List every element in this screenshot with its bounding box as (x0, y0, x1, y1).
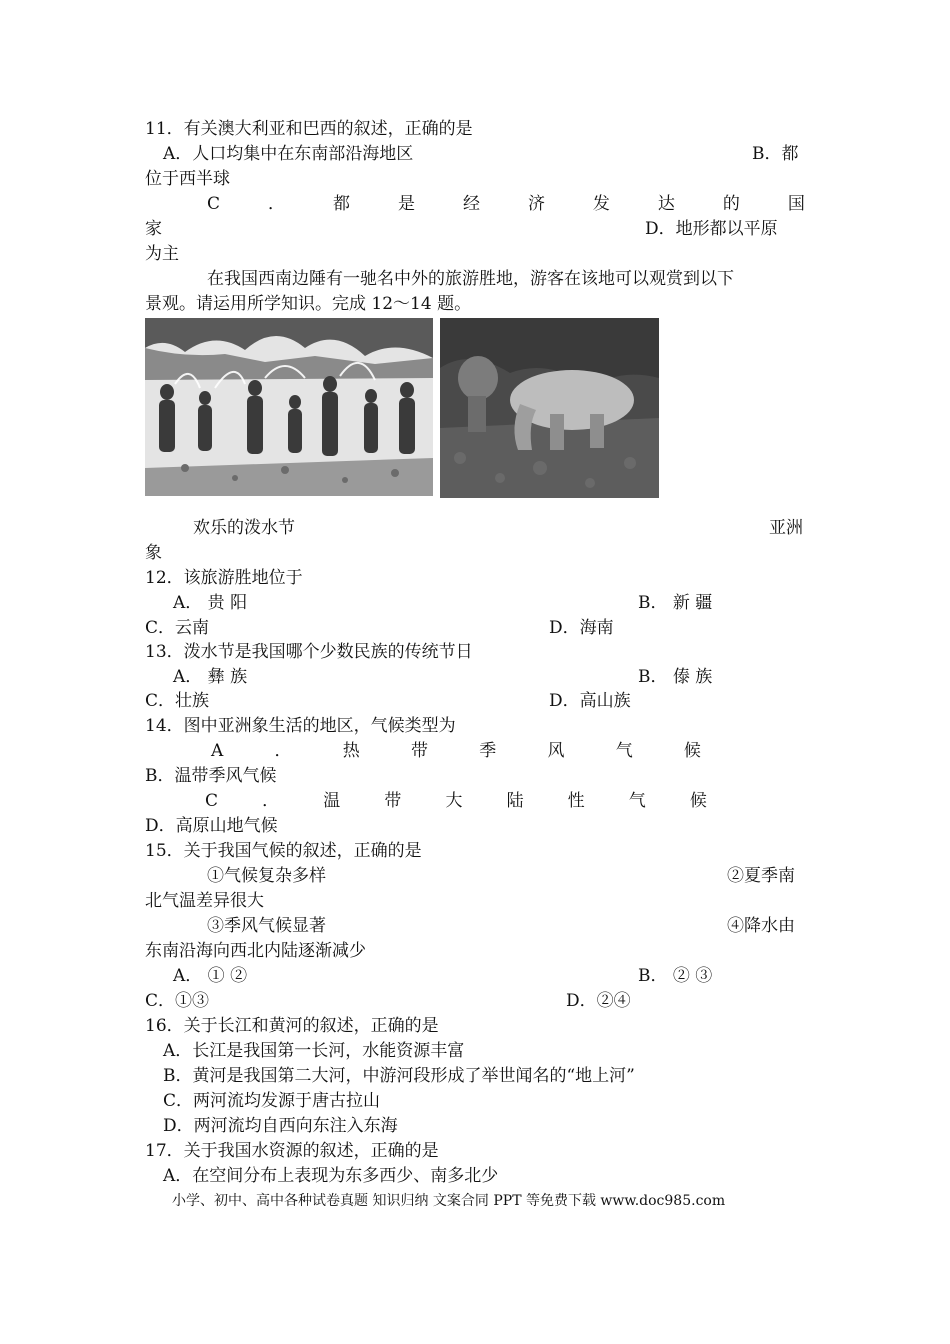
q15-option-a: A． ① ② (173, 966, 248, 986)
q11-option-c (207, 193, 805, 215)
q11-c-char: 济 (527, 194, 545, 214)
q16-stem: 16．关于长江和黄河的叙述，正确的是 (145, 1016, 439, 1036)
q14-c-char: 温 (323, 791, 341, 811)
q13-option-a: A． 彝 族 (173, 667, 248, 687)
q17-stem: 17．关于我国水资源的叙述，正确的是 (145, 1141, 439, 1161)
q14-c-char: 大 (445, 791, 463, 811)
q14-c-char: C (205, 791, 219, 811)
q15-option-b: B． ② ③ (638, 966, 713, 986)
q11-c-char: C (207, 194, 221, 214)
q11-c-char: 是 (397, 194, 415, 214)
water-festival-photo (145, 318, 433, 496)
q11-option-c-cont: 家 (145, 219, 162, 239)
q15-option-d: D．②④ (566, 991, 631, 1011)
q11-c-char: 国 (787, 194, 805, 214)
q14-a-char: 热 (342, 741, 360, 761)
asian-elephant-photo (440, 318, 659, 498)
q16-option-b: B．黄河是我国第二大河，中游河段形成了举世闻名的“地上河” (163, 1066, 635, 1086)
q12-option-b: B． 新 疆 (638, 593, 713, 613)
q14-option-d: D．高原山地气候 (145, 816, 278, 836)
q11-c-char: 都 (332, 194, 350, 214)
q13-option-b: B． 傣 族 (638, 667, 713, 687)
q13-option-c: C．壮族 (145, 691, 210, 711)
intro-line-1: 在我国西南边陲有一驰名中外的旅游胜地，游客在该地可以观赏到以下 (207, 269, 734, 289)
q11-c-char: 的 (722, 194, 740, 214)
q13-stem: 13．泼水节是我国哪个少数民族的传统节日 (145, 642, 473, 662)
q14-a-char: 季 (479, 741, 497, 761)
q12-option-a: A． 贵 阳 (173, 593, 248, 613)
q11-c-char: 达 (657, 194, 675, 214)
intro-line-2: 景观。请运用所学知识。完成 12～14 题。 (145, 294, 472, 314)
q16-option-c: C．两河流均发源于唐古拉山 (163, 1091, 381, 1111)
q15-item-4-cont: 东南沿海向西北内陆逐渐减少 (145, 941, 366, 961)
q14-a-char: A (211, 741, 224, 761)
q14-a-char: ． (274, 741, 292, 761)
q11-option-b: B．都 (752, 144, 799, 164)
q15-item-2-cont: 北气温差异很大 (145, 891, 264, 911)
q15-option-c: C．①③ (145, 991, 210, 1011)
q11-option-a: A．人口均集中在东南部沿海地区 (163, 144, 414, 164)
q15-item-1: ①气候复杂多样 (207, 866, 326, 886)
q12-stem: 12．该旅游胜地位于 (145, 568, 303, 588)
q14-a-char: 候 (683, 741, 701, 761)
caption-elephant: 亚洲 (769, 518, 803, 538)
q14-c-char: 性 (567, 791, 585, 811)
q14-c-char: 气 (628, 791, 646, 811)
q14-a-char: 风 (547, 741, 565, 761)
q11-stem: 11．有关澳大利亚和巴西的叙述，正确的是 (145, 119, 473, 139)
q15-item-2: ②夏季南 (727, 866, 795, 886)
caption-water-festival: 欢乐的泼水节 (193, 518, 295, 538)
q14-stem: 14．图中亚洲象生活的地区，气候类型为 (145, 716, 456, 736)
q14-c-char: 带 (384, 791, 402, 811)
q13-option-d: D．高山族 (549, 691, 631, 711)
q12-option-d: D．海南 (549, 618, 614, 638)
q14-option-a (211, 740, 701, 762)
q11-c-char: 发 (592, 194, 610, 214)
q14-option-b: B．温带季风气候 (145, 766, 277, 786)
q15-item-3: ③季风气候显著 (207, 916, 326, 936)
q15-stem: 15．关于我国气候的叙述，正确的是 (145, 841, 422, 861)
q15-item-4: ④降水由 (727, 916, 795, 936)
q14-c-char: 陆 (506, 791, 524, 811)
q14-c-char: 候 (689, 791, 707, 811)
q17-option-a: A．在空间分布上表现为东多西少、南多北少 (163, 1166, 499, 1186)
q14-option-c (205, 790, 707, 812)
q14-c-char: ． (262, 791, 280, 811)
q16-option-a: A．长江是我国第一长河，水能资源丰富 (163, 1041, 465, 1061)
q11-c-char: 经 (462, 194, 480, 214)
caption-elephant-cont: 象 (145, 543, 162, 563)
page-footer: 小学、初中、高中各种试卷真题 知识归纳 文案合同 PPT 等免费下载 www.doc985.com (172, 1193, 726, 1209)
q11-c-char: ． (268, 194, 285, 214)
q11-option-d: D．地形都以平原 (645, 219, 778, 239)
q16-option-d: D．两河流均自西向东注入东海 (163, 1116, 398, 1136)
q11-option-d-cont: 为主 (145, 244, 179, 264)
q14-a-char: 气 (615, 741, 633, 761)
q12-option-c: C．云南 (145, 618, 210, 638)
q14-a-char: 带 (410, 741, 428, 761)
q11-option-b-cont: 位于西半球 (145, 169, 230, 189)
